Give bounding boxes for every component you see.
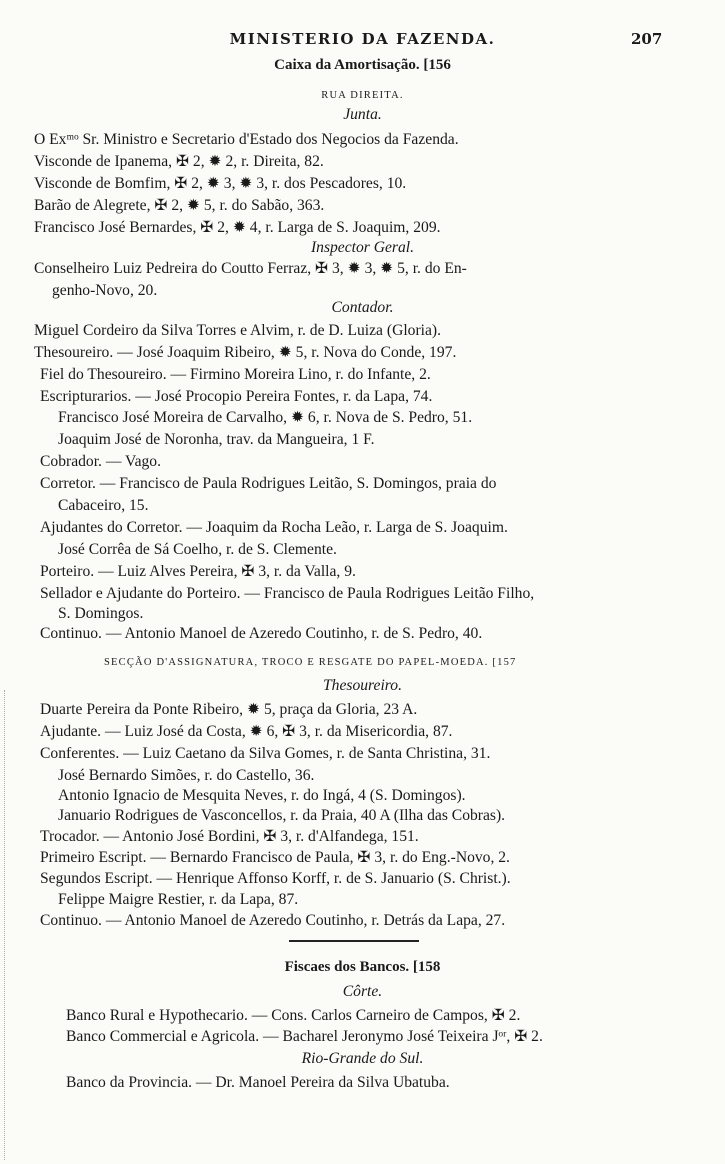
entry-line: Porteiro. — Luiz Alves Pereira, ✠ 3, r. da Valla, 9. [40, 563, 356, 580]
entry-line: Ajudante. — Luiz José da Costa, ✹ 6, ✠ 3, r. da Misericordia, 87. [40, 723, 453, 740]
entry-line: S. Domingos. [58, 605, 144, 622]
subheading-rio-grande: Rio-Grande do Sul. [301, 1050, 424, 1067]
subheading-thesoureiro: Thesoureiro. [323, 677, 402, 694]
entry-line: Conferentes. — Luiz Caetano da Silva Gomes, r. de Santa Christina, 31. [40, 745, 491, 762]
section-location: RUA DIREITA. [321, 90, 404, 101]
entry-line: Visconde de Bomfim, ✠ 2, ✹ 3, ✹ 3, r. dos Pescadores, 10. [34, 175, 407, 192]
entry-line: José Corrêa de Sá Coelho, r. de S. Clemente. [58, 541, 337, 558]
section-title: Fiscaes dos Bancos. [158 [284, 959, 441, 975]
entry-line: genho-Novo, 20. [52, 282, 158, 299]
section-divider [289, 940, 419, 942]
subheading-corte: Côrte. [342, 983, 383, 1000]
entry-line: Banco da Provincia. — Dr. Manoel Pereira da Silva Ubatuba. [66, 1074, 450, 1091]
entry-line: Banco Rural e Hypothecario. — Cons. Carlos Carneiro de Campos, ✠ 2. [66, 1007, 521, 1024]
entry-line: Miguel Cordeiro da Silva Torres e Alvim, r. de D. Luiza (Gloria). [34, 322, 441, 339]
entry-line: Primeiro Escript. — Bernardo Francisco de Paula, ✠ 3, r. do Eng.-Novo, 2. [40, 849, 510, 866]
entry-line: Banco Commercial e Agricola. — Bacharel Jeronymo José Teixeira Jᵒʳ, ✠ 2. [66, 1028, 543, 1045]
subheading-inspector: Inspector Geral. [310, 239, 415, 256]
entry-line: José Bernardo Simões, r. do Castello, 36. [58, 767, 315, 784]
entry-line: Continuo. — Antonio Manoel de Azeredo Coutinho, r. de S. Pedro, 40. [40, 625, 483, 642]
entry-line: Continuo. — Antonio Manoel de Azeredo Coutinho, r. Detrás da Lapa, 27. [40, 912, 506, 929]
entry-line: Januario Rodrigues de Vasconcellos, r. da Praia, 40 A (Ilha das Cobras). [58, 807, 506, 824]
entry-line: Felippe Maigre Restier, r. da Lapa, 87. [58, 891, 299, 908]
entry-line: Conselheiro Luiz Pedreira do Coutto Ferraz, ✠ 3, ✹ 3, ✹ 5, r. do En- [34, 260, 467, 277]
entry-line: Escripturarios. — José Procopio Pereira Fontes, r. da Lapa, 74. [40, 388, 433, 405]
subheading-junta: Junta. [343, 106, 382, 123]
section-title: SECÇÃO D'ASSIGNATURA, TROCO E RESGATE DO PAPEL-MOEDA. [157 [104, 657, 517, 668]
entry-line: Duarte Pereira da Ponte Ribeiro, ✹ 5, praça da Gloria, 23 A. [40, 701, 418, 718]
entry-line: Fiel do Thesoureiro. — Firmino Moreira Lino, r. do Infante, 2. [40, 366, 431, 383]
entry-line: Visconde de Ipanema, ✠ 2, ✹ 2, r. Direita, 82. [34, 153, 324, 170]
entry-line: Thesoureiro. — José Joaquim Ribeiro, ✹ 5, r. Nova do Conde, 197. [34, 344, 457, 361]
entry-line: Segundos Escript. — Henrique Affonso Korff, r. de S. Januario (S. Christ.). [40, 870, 511, 887]
entry-line: Antonio Ignacio de Mesquita Neves, r. do Ingá, 4 (S. Domingos). [58, 787, 466, 804]
entry-line: Cobrador. — Vago. [40, 453, 161, 470]
entry-line: Sellador e Ajudante do Porteiro. — Francisco de Paula Rodrigues Leitão Filho, [40, 585, 535, 602]
subheading-contador: Contador. [331, 299, 394, 316]
page-number: 207 [631, 30, 663, 48]
entry-line: O Exᵐᵒ Sr. Ministro e Secretario d'Estado dos Negocios da Fazenda. [34, 131, 459, 148]
entry-line: Francisco José Moreira de Carvalho, ✹ 6, r. Nova de S. Pedro, 51. [58, 409, 473, 426]
entry-line: Ajudantes do Corretor. — Joaquim da Rocha Leão, r. Larga de S. Joaquim. [40, 519, 508, 536]
page-edge-dots [4, 690, 7, 1160]
entry-line: Francisco José Bernardes, ✠ 2, ✹ 4, r. Larga de S. Joaquim, 209. [34, 219, 441, 236]
entry-line: Cabaceiro, 15. [58, 497, 149, 514]
entry-line: Joaquim José de Noronha, trav. da Mangueira, 1 F. [58, 431, 375, 448]
running-header: MINISTERIO DA FAZENDA. [229, 30, 496, 48]
section-title: Caixa da Amortisação. [156 [274, 57, 451, 73]
entry-line: Trocador. — Antonio José Bordini, ✠ 3, r. d'Alfandega, 151. [40, 828, 419, 845]
entry-line: Corretor. — Francisco de Paula Rodrigues Leitão, S. Domingos, praia do [40, 475, 497, 492]
entry-line: Barão de Alegrete, ✠ 2, ✹ 5, r. do Sabão, 363. [34, 197, 325, 214]
